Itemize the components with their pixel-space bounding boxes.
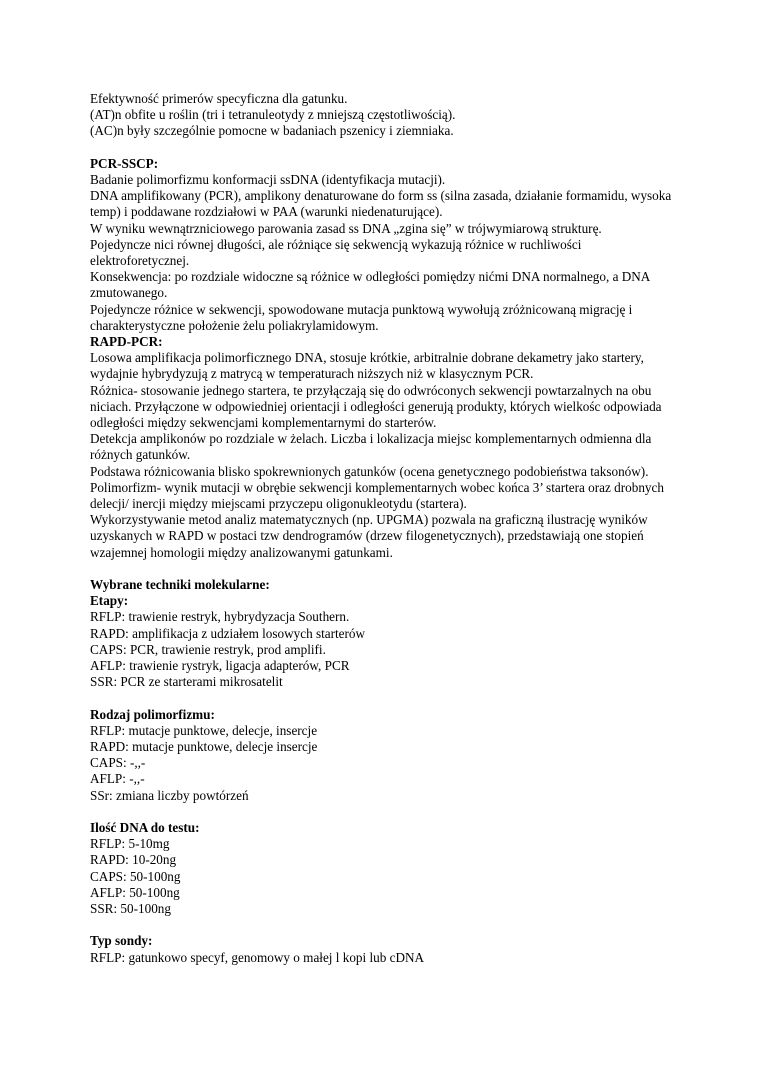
paragraph: Różnica- stosowanie jednego startera, te przyłączają się do odwróconych sekwencji powtarzalnych na obu niciach. Przyłączone w odpowiedniej orientacji i odległości generują produkty, których wielkośc odpowiada odległości między sekwencjami komplementarnymi do starterów. [90, 382, 662, 431]
list-item: RFLP: mutacje punktowe, delecje, insercje [90, 722, 318, 738]
list-item: AFLP: -,,- [90, 771, 145, 787]
paragraph-gap [90, 140, 680, 156]
section-heading-rapd-pcr: RAPD-PCR: [90, 334, 163, 350]
paragraph-gap [90, 804, 680, 820]
section-heading-probe-type: Typ sondy: [90, 933, 153, 949]
list-item: CAPS: 50-100ng [90, 868, 181, 884]
list-item: CAPS: PCR, trawienie restryk, prod amplifi. [90, 641, 326, 657]
paragraph: Wykorzystywanie metod analiz matematycznych (np. UPGMA) pozwala na graficzną ilustrację wyników uzyskanych w RAPD w postaci tzw dendrogramów (drzew filogenetycznych), przedstawiają one stopień wzajemnej homologii między analizowanymi gatunkami. [90, 512, 648, 560]
section-heading-dna-amount: Ilość DNA do testu: [90, 820, 200, 836]
list-item: SSR: 50-100ng [90, 901, 171, 917]
list-item: AFLP: trawienie rystryk, ligacja adapterów, PCR [90, 658, 350, 674]
intro-line: (AC)n były szczególnie pomocne w badaniach pszenicy i ziemniaka. [90, 123, 454, 139]
list-item: RAPD: 10-20ng [90, 852, 177, 868]
paragraph: Pojedyncze różnice w sekwencji, spowodowane mutacja punktową wywołują zróżnicowaną migrację i charakterystyczne położenie żelu poliakrylamidowym. [90, 301, 633, 333]
intro-line: (AT)n obfite u roślin (tri i tetranuleotydy z mniejszą częstotliwością). [90, 107, 456, 123]
section-heading-pcr-sscp: PCR-SSCP: [90, 155, 159, 171]
list-item: RFLP: 5-10mg [90, 836, 170, 852]
paragraph: Detekcja amplikonów po rozdziale w żelach. Liczba i lokalizacja miejsc komplementarnych odmienna dla różnych gatunków. [90, 431, 652, 463]
paragraph: DNA amplifikowany (PCR), amplikony denaturowane do form ss (silna zasada, działanie formamidu, wysoka temp) i poddawane rozdziałowi w PAA (warunki niedenaturujące). [90, 188, 672, 220]
paragraph-gap [90, 561, 680, 577]
paragraph: Podstawa różnicowania blisko spokrewnionych gatunków (ocena genetycznego podobieństwa taksonów). [90, 463, 649, 479]
paragraph: Badanie polimorfizmu konformacji ssDNA (identyfikacja mutacji). [90, 172, 446, 187]
paragraph: W wyniku wewnątrzniciowego parowania zasad ss DNA „zgina się” w trójwymiarową strukturę. [90, 220, 602, 236]
list-item: RAPD: mutacje punktowe, delecje insercje [90, 739, 318, 755]
paragraph: Polimorfizm- wynik mutacji w obrębie sekwencji komplementarnych wobec końca 3’ startera oraz drobnych delecji/ inercji między miejscami przyczepu oligonukleotydu (startera). [90, 479, 664, 512]
list-item: SSr: zmiana liczby powtórzeń [90, 787, 249, 803]
section-heading-polymorphism: Rodzaj polimorfizmu: [90, 706, 215, 722]
list-item: CAPS: -,,- [90, 755, 146, 771]
list-item: RFLP: gatunkowo specyf, genomowy o małej l kopi lub cDNA [90, 949, 425, 965]
subheading-stages: Etapy: [90, 593, 129, 609]
list-item: AFLP: 50-100ng [90, 884, 180, 900]
list-item: RFLP: trawienie restryk, hybrydyzacja Southern. [90, 609, 350, 625]
paragraph: Pojedyncze nici równej długości, ale różniące się sekwencją wykazują różnice w ruchliwości elektroforetycznej. [90, 236, 582, 269]
intro-line: Efektywność primerów specyficzna dla gatunku. [90, 91, 348, 106]
section-heading-techniques: Wybrane techniki molekularne: [90, 577, 270, 593]
list-item: RAPD: amplifikacja z udziałem losowych starterów [90, 625, 366, 641]
list-item: SSR: PCR ze starterami mikrosatelit [90, 674, 283, 690]
paragraph: Losowa amplifikacja polimorficznego DNA, stosuje krótkie, arbitralnie dobrane dekametry jako startery, wydajnie hybrydyzują z matrycą w temperaturach niższych niż w klasycznym PCR. [90, 350, 644, 382]
document-body [90, 91, 680, 966]
paragraph-gap [90, 690, 680, 706]
paragraph-gap [90, 917, 680, 933]
paragraph: Konsekwencja: po rozdziale widoczne są różnice w odległości pomiędzy nićmi DNA normalnego, a DNA zmutowanego. [90, 269, 650, 301]
